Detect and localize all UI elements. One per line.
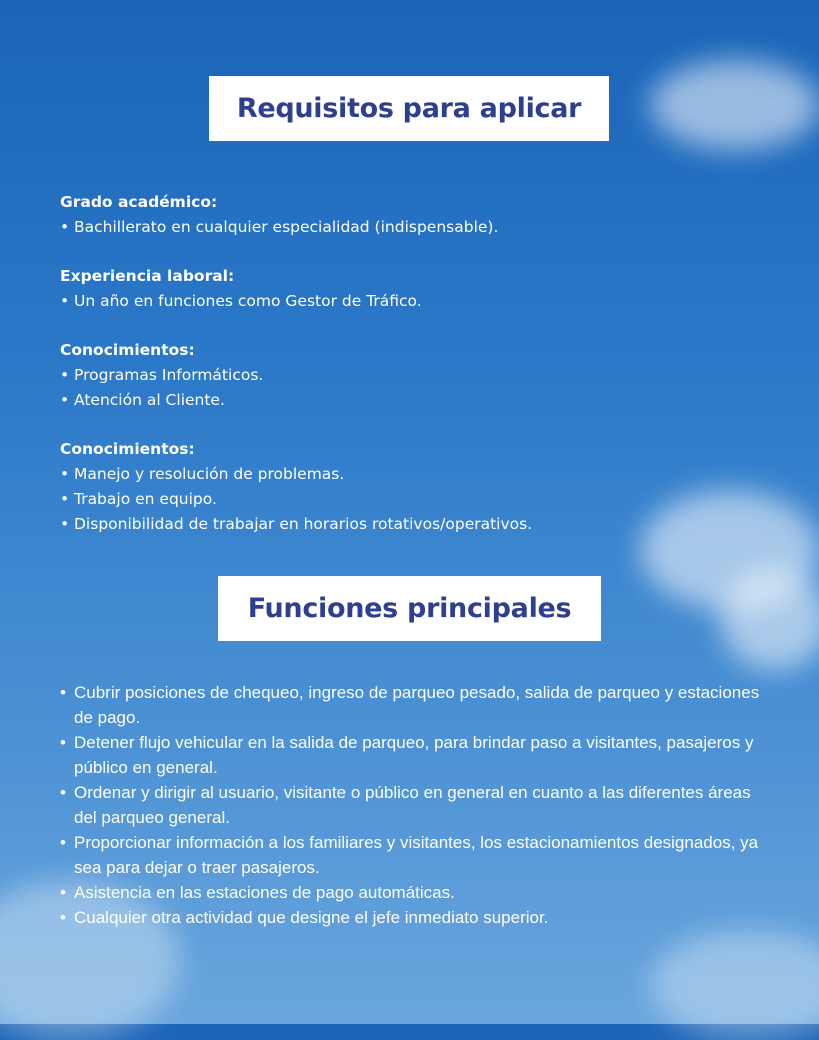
cloud-mid-right-2: [720, 570, 819, 670]
functions-heading-box: [218, 576, 601, 641]
function-item: • Proporcionar información a los familiares y visitantes, los estacionamientos designados, ya sea para dejar o traer pasajeros.: [60, 830, 770, 880]
requirement-group: [60, 437, 760, 537]
requirements-list: [60, 190, 760, 561]
requirement-item: • Manejo y resolución de problemas.: [60, 462, 760, 487]
functions-heading: Funciones principales: [247, 593, 572, 624]
function-item: • Detener flujo vehicular en la salida de parqueo, para brindar paso a visitantes, pasajeros y público en general.: [60, 730, 770, 780]
group-title: Grado académico:: [60, 193, 218, 211]
requirement-group: [60, 190, 760, 240]
group-title: Conocimientos:: [60, 341, 195, 359]
functions-list: [60, 680, 770, 930]
requirement-group: [60, 264, 760, 314]
requirement-item: • Programas Informáticos.: [60, 363, 760, 388]
requirement-item: • Bachillerato en cualquier especialidad (indispensable).: [60, 215, 760, 240]
requirements-heading: Requisitos para aplicar: [236, 93, 582, 124]
cloud-top-right: [650, 60, 819, 150]
requirements-heading-box: [209, 76, 609, 141]
group-title: Conocimientos:: [60, 440, 195, 458]
requirement-item: • Atención al Cliente.: [60, 388, 760, 413]
group-title: Experiencia laboral:: [60, 267, 235, 285]
function-item: • Asistencia en las estaciones de pago automáticas.: [60, 880, 770, 905]
requirement-item: • Un año en funciones como Gestor de Tráfico.: [60, 289, 760, 314]
function-item: • Cualquier otra actividad que designe el jefe inmediato superior.: [60, 905, 770, 930]
requirement-item: • Trabajo en equipo.: [60, 487, 760, 512]
requirement-group: [60, 338, 760, 413]
requirement-item: • Disponibilidad de trabajar en horarios rotativos/operativos.: [60, 512, 760, 537]
function-item: • Ordenar y dirigir al usuario, visitante o público en general en cuanto a las diferentes áreas del parqueo general.: [60, 780, 770, 830]
function-item: • Cubrir posiciones de chequeo, ingreso de parqueo pesado, salida de parqueo y estaciones de pago.: [60, 680, 770, 730]
